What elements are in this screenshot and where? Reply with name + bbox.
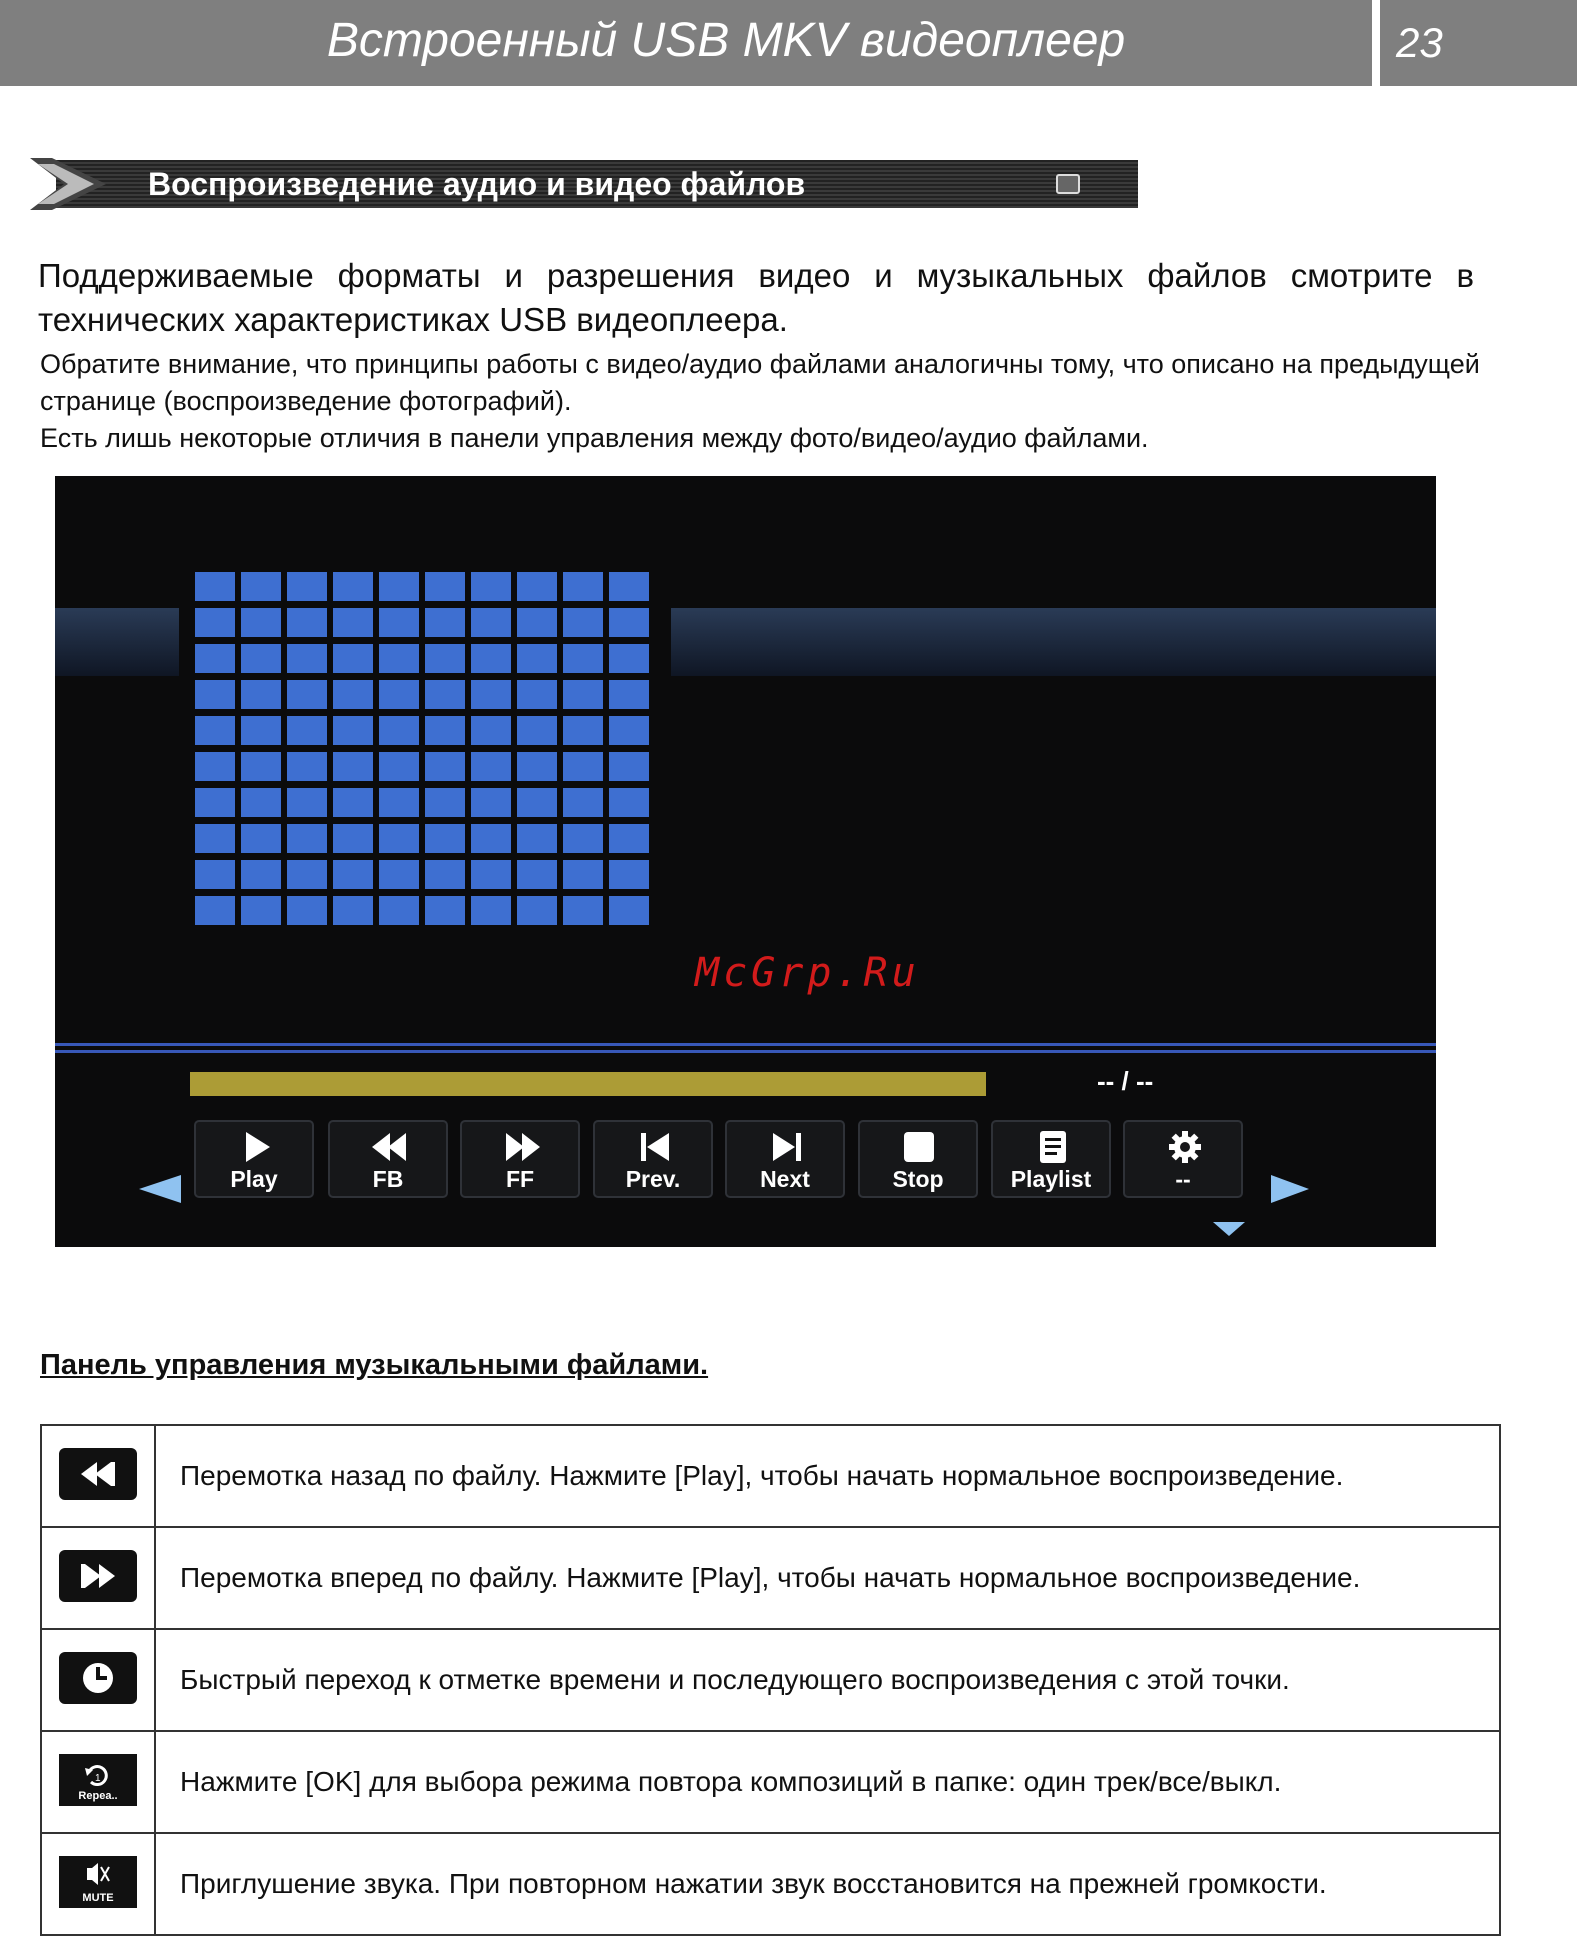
grid-tile: [241, 788, 281, 817]
icon-cell: [41, 1731, 155, 1833]
table-row: [41, 1629, 1500, 1731]
grid-tile: [195, 788, 235, 817]
grid-tile: [333, 824, 373, 853]
next-icon: [767, 1130, 807, 1164]
grid-tile: [471, 644, 511, 673]
grid-tile: [379, 860, 419, 889]
table-row: [41, 1527, 1500, 1629]
grid-tile: [195, 752, 235, 781]
music-thumbnail-grid: [195, 572, 653, 924]
grid-tile: [195, 644, 235, 673]
grid-tile: [425, 824, 465, 853]
description-cell: Быстрый переход к отметке времени и последующего воспроизведения с этой точки.: [155, 1629, 1500, 1731]
music-controls-table: [40, 1424, 1501, 1936]
music-panel-heading: Панель управления музыкальными файлами.: [40, 1349, 709, 1381]
stop-button[interactable]: [858, 1120, 978, 1198]
progress-bar[interactable]: [190, 1072, 986, 1096]
button-label: Next: [760, 1166, 810, 1192]
mute-icon: [59, 1856, 137, 1908]
grid-tile: [241, 608, 281, 637]
grid-tile: [379, 824, 419, 853]
button-label: Playlist: [1010, 1166, 1092, 1192]
grid-tile: [609, 788, 649, 817]
grid-tile: [241, 716, 281, 745]
grid-tile: [333, 752, 373, 781]
grid-tile: [379, 752, 419, 781]
grid-tile: [287, 680, 327, 709]
clock-icon: [59, 1652, 137, 1704]
grid-tile: [379, 608, 419, 637]
info-band-right: [671, 608, 1436, 676]
next-button[interactable]: [725, 1120, 845, 1198]
grid-tile: [287, 896, 327, 925]
grid-tile: [471, 752, 511, 781]
grid-tile: [517, 788, 557, 817]
page-number: 23: [1380, 0, 1577, 86]
grid-tile: [379, 896, 419, 925]
grid-tile: [333, 572, 373, 601]
button-label: Stop: [892, 1166, 944, 1192]
grid-tile: [471, 896, 511, 925]
grid-tile: [609, 644, 649, 673]
grid-tile: [425, 680, 465, 709]
grid-tile: [517, 860, 557, 889]
playlist-button[interactable]: [991, 1120, 1111, 1198]
grid-tile: [609, 824, 649, 853]
grid-tile: [195, 572, 235, 601]
grid-tile: [609, 572, 649, 601]
grid-tile: [195, 860, 235, 889]
grid-tile: [563, 680, 603, 709]
banner-square-icon: [1056, 174, 1080, 194]
grid-tile: [563, 896, 603, 925]
intro-paragraph: [38, 254, 1474, 342]
grid-tile: [379, 572, 419, 601]
grid-tile: [333, 644, 373, 673]
grid-tile: [563, 644, 603, 673]
grid-tile: [241, 896, 281, 925]
page-header: [0, 0, 1577, 86]
grid-tile: [425, 788, 465, 817]
description-cell: Нажмите [OK] для выбора режима повтора композиций в папке: один трек/все/выкл.: [155, 1731, 1500, 1833]
grid-tile: [471, 788, 511, 817]
icon-cell: [41, 1425, 155, 1527]
fast-backward-icon: [59, 1448, 137, 1500]
grid-tile: [471, 680, 511, 709]
grid-tile: [471, 860, 511, 889]
fast-forward-icon: [59, 1550, 137, 1602]
grid-tile: [517, 896, 557, 925]
grid-tile: [333, 896, 373, 925]
note-line-2: Есть лишь некоторые отличия в панели управления между фото/видео/аудио файлами.: [40, 423, 1149, 453]
grid-tile: [609, 860, 649, 889]
button-label: Prev.: [625, 1166, 681, 1192]
grid-tile: [379, 644, 419, 673]
separator-line: [55, 1043, 1436, 1046]
repeat-icon-label: Repea..: [78, 1789, 118, 1802]
grid-tile: [425, 644, 465, 673]
grid-tile: [241, 860, 281, 889]
grid-tile: [471, 608, 511, 637]
grid-tile: [471, 824, 511, 853]
grid-tile: [379, 716, 419, 745]
previous-button[interactable]: [593, 1120, 713, 1198]
svg-text:1: 1: [95, 1772, 101, 1784]
grid-tile: [287, 608, 327, 637]
grid-tile: [287, 752, 327, 781]
watermark: McGrp.Ru: [695, 950, 920, 996]
grid-tile: [517, 680, 557, 709]
grid-tile: [287, 644, 327, 673]
grid-tile: [241, 680, 281, 709]
grid-tile: [379, 680, 419, 709]
grid-tile: [517, 752, 557, 781]
grid-tile: [471, 716, 511, 745]
grid-tile: [425, 896, 465, 925]
button-label: FF: [505, 1166, 535, 1192]
section-title: Воспроизведение аудио и видео файлов: [148, 166, 806, 202]
note-line-1: Обратите внимание, что принципы работы с видео/аудио файлами аналогичны тому, что описано на предыдущей странице (воспроизведение фотографий).: [40, 349, 1480, 416]
grid-tile: [517, 716, 557, 745]
grid-tile: [609, 896, 649, 925]
grid-tile: [195, 824, 235, 853]
description-cell: Приглушение звука. При повторном нажатии звук восстановится на прежней громкости.: [155, 1833, 1500, 1935]
grid-tile: [287, 824, 327, 853]
button-label: --: [1175, 1166, 1191, 1192]
grid-tile: [425, 752, 465, 781]
time-display: -- / --: [1097, 1066, 1154, 1096]
table-row: [41, 1425, 1500, 1527]
icon-cell: [41, 1629, 155, 1731]
grid-tile: [425, 716, 465, 745]
grid-tile: [425, 608, 465, 637]
description-cell: Перемотка назад по файлу. Нажмите [Play], чтобы начать нормальное воспроизведение.: [155, 1425, 1500, 1527]
mute-icon-label: MUTE: [82, 1891, 114, 1904]
player-screenshot: [55, 476, 1436, 1247]
scroll-right-arrow-icon[interactable]: [1267, 1172, 1313, 1206]
grid-tile: [195, 896, 235, 925]
grid-tile: [517, 824, 557, 853]
stop-icon: [900, 1130, 940, 1164]
grid-tile: [563, 860, 603, 889]
grid-tile: [287, 716, 327, 745]
repeat-icon: [59, 1754, 137, 1806]
grid-tile: [241, 572, 281, 601]
icon-cell: [41, 1527, 155, 1629]
grid-tile: [517, 608, 557, 637]
intro-line-1: Поддерживаемые форматы и разрешения видео и музыкальных файлов смотрите в: [38, 257, 1474, 294]
grid-tile: [471, 572, 511, 601]
previous-icon: [635, 1130, 675, 1164]
fast-forward-icon: [502, 1130, 542, 1164]
grid-tile: [563, 608, 603, 637]
button-label: Play: [230, 1166, 278, 1192]
grid-tile: [195, 716, 235, 745]
grid-tile: [333, 608, 373, 637]
grid-tile: [563, 572, 603, 601]
grid-tile: [241, 752, 281, 781]
grid-tile: [563, 716, 603, 745]
section-banner: [30, 158, 1110, 210]
fast-backward-icon: [370, 1130, 410, 1164]
grid-tile: [425, 860, 465, 889]
document-title: Встроенный USB MKV видеоплеер: [0, 0, 1372, 86]
grid-tile: [563, 788, 603, 817]
grid-tile: [563, 824, 603, 853]
play-button[interactable]: [194, 1120, 314, 1198]
table-row: [41, 1833, 1500, 1935]
grid-tile: [609, 716, 649, 745]
gear-icon: [1165, 1130, 1205, 1164]
scroll-left-arrow-icon[interactable]: [135, 1172, 185, 1206]
grid-tile: [287, 860, 327, 889]
grid-tile: [333, 680, 373, 709]
grid-tile: [609, 608, 649, 637]
note-paragraph: [40, 346, 1500, 457]
grid-tile: [517, 644, 557, 673]
grid-tile: [287, 788, 327, 817]
grid-tile: [563, 752, 603, 781]
grid-tile: [195, 608, 235, 637]
grid-tile: [287, 572, 327, 601]
intro-line-2: технических характеристиках USB видеоплеера.: [38, 301, 788, 338]
fast-backward-button[interactable]: [328, 1120, 448, 1198]
grid-tile: [333, 860, 373, 889]
grid-tile: [517, 572, 557, 601]
info-band-left: [55, 608, 179, 676]
icon-cell: [41, 1833, 155, 1935]
grid-tile: [333, 716, 373, 745]
play-icon: [236, 1130, 276, 1164]
description-cell: Перемотка вперед по файлу. Нажмите [Play], чтобы начать нормальное воспроизведение.: [155, 1527, 1500, 1629]
grid-tile: [425, 572, 465, 601]
grid-tile: [379, 788, 419, 817]
grid-tile: [241, 644, 281, 673]
fast-forward-button[interactable]: [460, 1120, 580, 1198]
separator-line: [55, 1050, 1436, 1053]
grid-tile: [241, 824, 281, 853]
grid-tile: [195, 680, 235, 709]
table-row: [41, 1731, 1500, 1833]
playlist-icon: [1033, 1130, 1073, 1164]
settings-button[interactable]: [1123, 1120, 1243, 1198]
scroll-down-arrow-icon[interactable]: [1209, 1216, 1249, 1240]
banner-arrow-icon: [30, 158, 110, 210]
grid-tile: [609, 752, 649, 781]
grid-tile: [609, 680, 649, 709]
button-label: FB: [372, 1166, 404, 1192]
grid-tile: [333, 788, 373, 817]
